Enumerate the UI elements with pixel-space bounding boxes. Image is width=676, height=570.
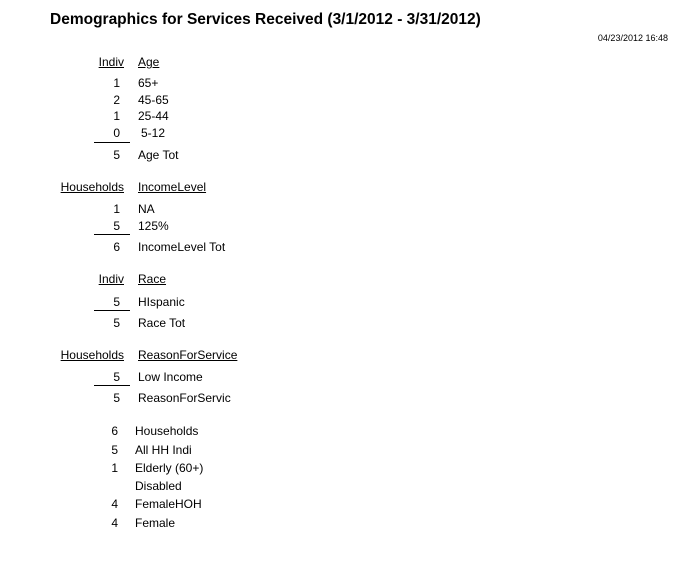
summary-label: All HH Indi	[135, 443, 192, 457]
race-label-header: Race	[138, 272, 167, 286]
summary-count: 6	[111, 424, 118, 438]
reason-total-count: 5	[113, 391, 120, 405]
report-timestamp: 04/23/2012 16:48	[597, 33, 668, 43]
reason-row-count: 5	[113, 370, 120, 384]
summary-count: 1	[111, 461, 118, 475]
race-subtotal-rule	[94, 310, 130, 311]
income-count-header: Households	[60, 180, 124, 194]
reason-count-header: Households	[60, 348, 124, 362]
reason-total-label: ReasonForServic	[138, 391, 231, 405]
income-label-header: IncomeLevel	[138, 180, 207, 194]
age-count-header: Indiv	[98, 55, 124, 69]
age-row-label: 45-65	[138, 93, 169, 107]
reason-row-label: Low Income	[138, 370, 203, 384]
report-title: Demographics for Services Received (3/1/2012 - 3/31/2012)	[50, 11, 481, 28]
reason-label-header: ReasonForService	[138, 348, 238, 362]
age-row-label: 5-12	[141, 126, 166, 140]
race-total-count: 5	[113, 316, 120, 330]
age-row-count: 1	[113, 76, 120, 90]
summary-label: Households	[135, 424, 199, 438]
age-row-count: 0	[113, 126, 120, 140]
income-row-count: 5	[113, 219, 120, 233]
income-row-count: 1	[113, 202, 120, 216]
summary-count: 5	[111, 443, 118, 457]
age-total-label: Age Tot	[138, 148, 179, 162]
summary-count: 4	[111, 497, 118, 511]
age-row-label: 65+	[138, 76, 159, 90]
income-total-count: 6	[113, 240, 120, 254]
summary-label: FemaleHOH	[135, 497, 202, 511]
age-total-count: 5	[113, 148, 120, 162]
race-total-label: Race Tot	[138, 316, 186, 330]
age-subtotal-rule	[94, 142, 130, 143]
summary-label: Female	[135, 516, 176, 530]
race-row-label: HIspanic	[138, 295, 185, 309]
race-row-count: 5	[113, 295, 120, 309]
income-row-label: 125%	[138, 219, 169, 233]
age-row-count: 2	[113, 93, 120, 107]
age-row-label: 25-44	[138, 109, 169, 123]
age-row-count: 1	[113, 109, 120, 123]
income-total-label: IncomeLevel Tot	[138, 240, 226, 254]
reason-subtotal-rule	[94, 385, 130, 386]
summary-label: Disabled	[135, 479, 182, 493]
race-count-header: Indiv	[98, 272, 124, 286]
age-label-header: Age	[138, 55, 160, 69]
income-subtotal-rule	[94, 234, 130, 235]
summary-label: Elderly (60+)	[135, 461, 204, 475]
income-row-label: NA	[138, 202, 155, 216]
summary-count: 4	[111, 516, 118, 530]
